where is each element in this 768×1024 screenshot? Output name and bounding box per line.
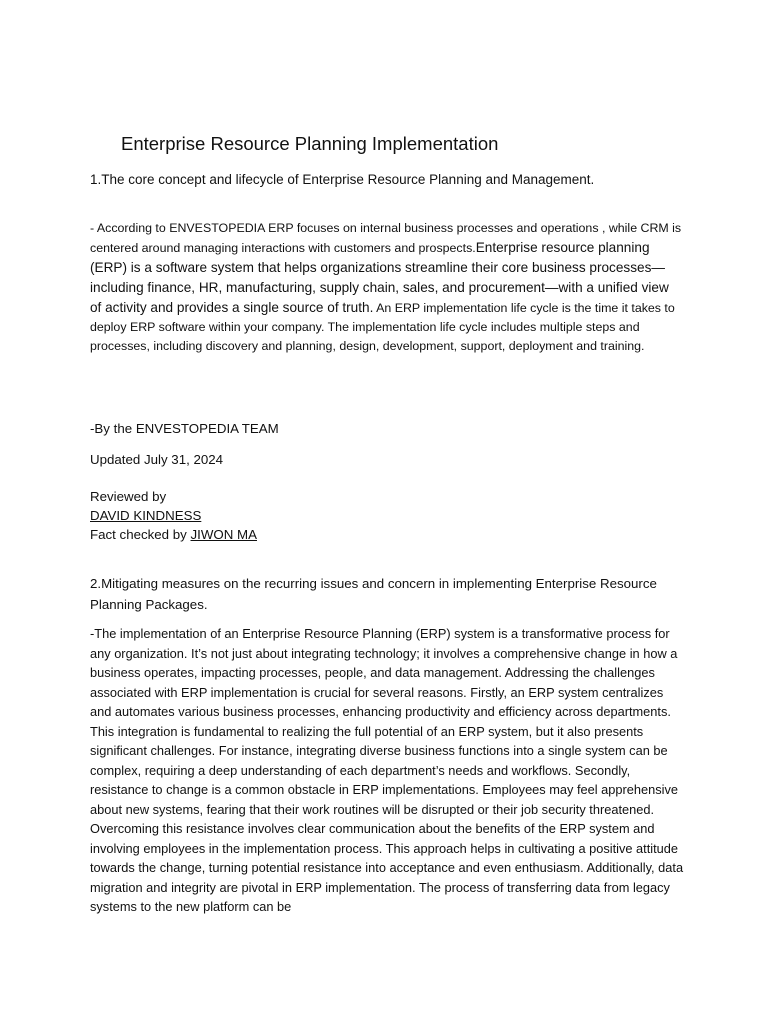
reviewer-link[interactable]: DAVID KINDNESS [90,508,202,523]
section1-intro: - According to ENVESTOPEDIA ERP focuses on internal business processes and operations , while CRM is centered around managing interactions with customers and prospects. [90,221,682,255]
updated-date: Updated July 31, 2024 [90,452,224,467]
document-title: Enterprise Resource Planning Implementation [121,133,499,154]
section2-body: -The implementation of an Enterprise Resource Planning (ERP) system is a transformative process for any organization. It’s not just about integrating technology; it involves a comprehensive change in how a business operates, impacting processes, people, and data management. Addressing the challenges associated with ERP implementation is crucial for several reasons. Firstly, an ERP system centralizes and automates various business processes, enhancing productivity and efficiency across departments. This integration is fundamental to realizing the full potential of an ERP system, but it also presents significant challenges. For instance, integrating diverse business functions into a single system can be complex, requiring a deep understanding of each department’s needs and workflows. Secondly, resistance to change is a common obstacle in ERP implementations. Employees may feel apprehensive about new systems, fearing that their work routines will be disrupted or their job security threatened. Overcoming this resistance involves clear communication about the benefits of the ERP system and involving employees in the implementation process. This approach helps in cultivating a positive attitude towards the change, turning potential resistance into acceptance and even enthusiasm. Additionally, data migration and integrity are pivotal in ERP implementation. The process of transferring data from legacy systems to the new platform can be [90,626,684,914]
byline: -By the ENVESTOPEDIA TEAM [90,421,279,436]
reviewed-by-label: Reviewed by [90,489,167,504]
section1-lifecycle: An ERP implementation life cycle is the time it takes to deploy ERP software within your company. The implementation life cycle includes multiple steps and processes, including discovery and planning, design, development, support, deployment and training. [90,301,675,353]
fact-checked-line [90,527,257,542]
fact-checked-label: Fact checked by [90,527,191,542]
fact-checker-link[interactable]: JIWON MA [190,527,257,542]
section2-heading: 2.Mitigating measures on the recurring issues and concern in implementing Enterprise Resource Planning Packages. [90,576,657,612]
section1-paragraph [90,219,682,356]
section1-heading: 1.The core concept and lifecycle of Enterprise Resource Planning and Management. [90,172,595,187]
section1-definition: Enterprise resource planning (ERP) is a software system that helps organizations streamline their core business processes—including finance, HR, manufacturing, supply chain, sales, and procurement—with a unified view of activity and provides a single source of truth. [90,240,669,315]
